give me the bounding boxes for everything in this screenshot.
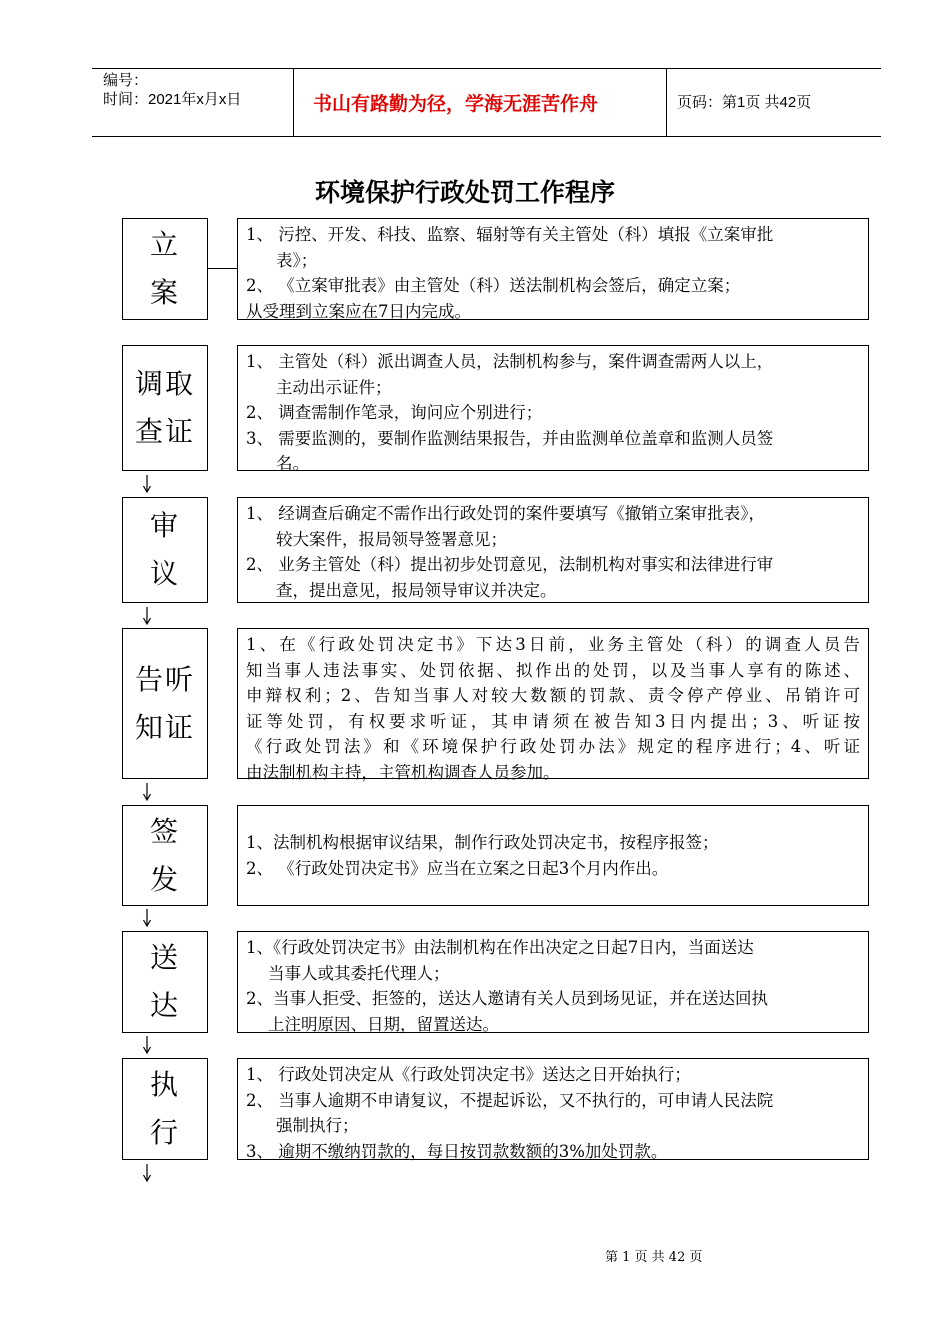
header-divider-2 [666, 68, 667, 136]
desc-line: 3、 逾期不缴纳罚款的，每日按罚款数额的3%加处罚款。 [246, 1141, 668, 1161]
desc-line: 1、 行政处罚决定从《行政处罚决定书》送达之日开始执行； [246, 1065, 691, 1084]
desc-line: 申辩权利；2、告知当事人对较大数额的罚款、责令停产停业、吊销许可 [246, 686, 860, 705]
desc-line: 强制执行； [276, 1116, 359, 1135]
desc-line: 查，提出意见，报局领导审议并决定。 [276, 580, 557, 600]
desc-box-delivery [237, 931, 869, 1033]
step-box-delivery [122, 931, 208, 1033]
desc-line: 3、 需要监测的，要制作监测结果报告，并由监测单位盖章和监测人员签 [246, 428, 774, 448]
step-label-line: 查证 [134, 415, 195, 448]
desc-line: 1、《行政处罚决定书》由法制机构在作出决定之日起7日内，当面送达 [246, 938, 754, 957]
desc-line: 名。 [276, 454, 309, 473]
down-arrow-icon [141, 909, 153, 927]
desc-line: 1、在《行政处罚决定书》下达3日前，业务主管处（科）的调查人员告 [246, 635, 860, 654]
desc-line: 《行政处罚法》和《环境保护行政处罚办法》规定的程序进行；4、听证 [246, 737, 860, 756]
step-label-line: 发 [149, 862, 180, 896]
desc-box-hearing-notice [237, 628, 869, 782]
desc-line: 从受理到立案应在7日内完成。 [246, 301, 471, 321]
desc-line: 2、 业务主管处（科）提出初步处罚意见，法制机构对事实和法律进行审 [246, 555, 774, 574]
desc-box-issuance [237, 805, 869, 906]
step-label-line: 送 [149, 941, 180, 974]
desc-line: 2、 当事人逾期不申请复议，不提起诉讼，又不执行的，可申请人民法院 [246, 1090, 774, 1110]
step-label-line: 行 [149, 1116, 180, 1149]
step-label-line: 执 [149, 1068, 180, 1101]
desc-line: 表》； [276, 250, 318, 270]
step-label-line: 立 [149, 228, 180, 261]
desc-box-execution [237, 1058, 869, 1160]
desc-line: 2、当事人拒受、拒签的，送达人邀请有关人员到场见证，并在送达回执 [246, 989, 768, 1008]
desc-line: 1、 经调查后确定不需作出行政处罚的案件要填写《撤销立案审批表》， [246, 504, 765, 523]
down-arrow-icon [141, 607, 153, 625]
step-box-issuance [122, 805, 208, 906]
step-label-line: 议 [149, 557, 180, 590]
desc-line: 当事人或其委托代理人； [268, 963, 450, 983]
desc-line: 2、 调查需制作笔录，询问应个别进行； [246, 403, 543, 422]
desc-box-filing [237, 218, 869, 320]
desc-line: 证等处罚，有权要求听证，其申请须在被告知3日内提出；3、听证按 [246, 711, 860, 731]
step-label-line: 告听 [134, 662, 195, 696]
step-box-investigation [122, 345, 208, 471]
desc-line: 1、法制机构根据审议结果，制作行政处罚决定书，按程序报签； [246, 833, 719, 852]
desc-line: 2、 《立案审批表》由主管处（科）送法制机构会签后，确定立案； [246, 276, 741, 295]
slogan: 书山有路勤为径，学海无涯苦作舟 [313, 93, 599, 115]
step-connector [207, 268, 238, 269]
desc-line: 1、 主管处（科）派出调查人员，法制机构参与，案件调查需两人以上， [246, 352, 774, 371]
desc-line: 由法制机构主持，主管机构调查人员参加。 [246, 762, 560, 782]
down-arrow-icon [141, 475, 153, 493]
desc-box-review [237, 497, 869, 603]
step-label-line: 达 [149, 989, 180, 1022]
down-arrow-icon [141, 1036, 153, 1054]
desc-line: 主动出示证件； [276, 377, 392, 397]
step-box-hearing-notice [122, 628, 208, 779]
desc-line: 1、 污控、开发、科技、监察、辐射等有关主管处（科）填报《立案审批 [246, 225, 774, 244]
down-arrow-icon [141, 1164, 153, 1182]
desc-line: 较大案件，报局领导签署意见； [276, 529, 507, 549]
step-box-execution [122, 1058, 208, 1160]
desc-line: 2、 《行政处罚决定书》应当在立案之日起3个月内作出。 [246, 858, 669, 878]
time-label: 时间：2021年x月x日 [103, 91, 242, 108]
page-label: 页码：第1页 共42页 [677, 94, 812, 111]
desc-line: 知当事人违法事实、处罚依据、拟作出的处罚，以及当事人享有的陈述、 [246, 660, 860, 680]
down-arrow-icon [141, 783, 153, 801]
page-title: 环境保护行政处罚工作程序 [315, 178, 616, 207]
step-label-line: 审 [149, 509, 180, 542]
desc-box-investigation [237, 345, 869, 471]
step-label-line: 签 [149, 814, 180, 848]
desc-line: 上注明原因、日期，留置送达。 [268, 1014, 499, 1034]
step-label-line: 知证 [134, 710, 195, 744]
header-bottom-rule [92, 136, 881, 137]
step-label-line: 调取 [134, 367, 195, 400]
header-top-rule [92, 68, 881, 69]
step-box-filing [122, 218, 208, 320]
step-label-line: 案 [149, 276, 180, 309]
serial-label: 编号： [103, 72, 149, 89]
step-box-review [122, 497, 208, 603]
header-divider-1 [293, 68, 294, 136]
page-footer: 第 1 页 共 42 页 [605, 1250, 703, 1265]
